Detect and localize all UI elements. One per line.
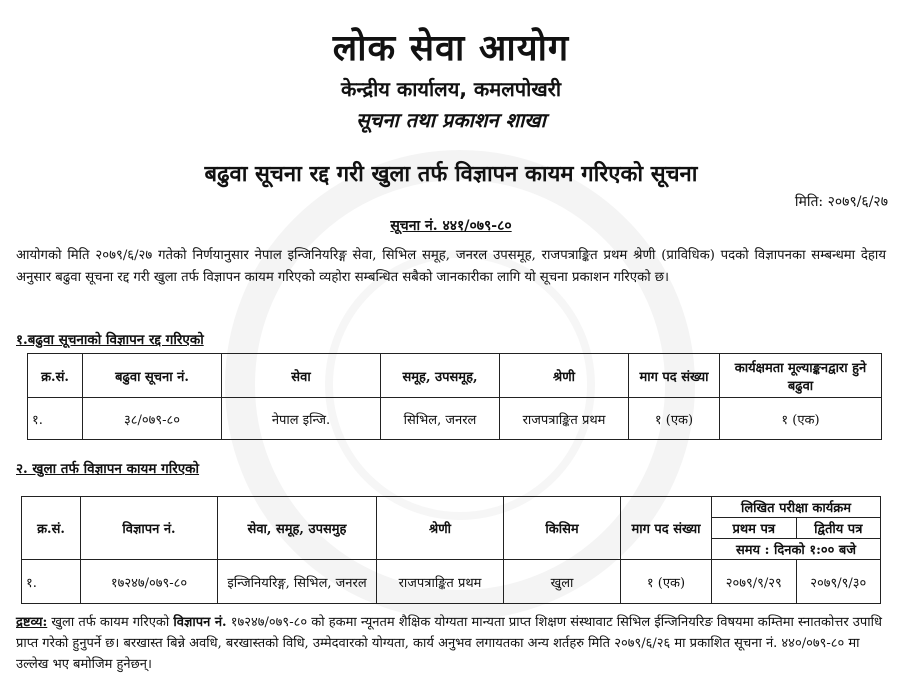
office-name: केन्द्रीय कार्यालय, कमलपोखरी	[340, 77, 562, 101]
col-type: किसिम	[504, 497, 621, 560]
notice-date: मिति: २०७९/६/२७	[794, 194, 888, 210]
notice-title: बढुवा सूचना रद्द गरी खुला तर्फ विज्ञापन कायम गरिएको सूचना	[204, 162, 698, 187]
cell-paper2: २०७९/९/३०	[796, 560, 881, 604]
cell-class: राजपत्राङ्कित प्रथम	[377, 560, 504, 604]
cell-posts: १ (एक)	[621, 560, 712, 604]
org-title: लोक सेवा आयोग	[332, 28, 570, 69]
cell-notice: ३८/०७९-८०	[83, 398, 222, 440]
col-service: सेवा	[222, 354, 381, 398]
note-pre: खुला तर्फ कायम गरिएको	[51, 615, 170, 630]
notice-number: सूचना नं. ४४१/०७९-८०	[390, 218, 512, 234]
col-service: सेवा, समूह, उपसमुह	[218, 497, 377, 560]
cell-paper1: २०७९/९/२९	[712, 560, 797, 604]
col-evaluation: कार्यक्षमता मूल्याङ्कनद्वारा हुने बढुवा	[720, 354, 882, 398]
note-ref: विज्ञापन नं.	[173, 615, 227, 630]
note-paragraph	[16, 612, 886, 675]
exam-time: समय : दिनको १:०० बजे	[712, 539, 881, 560]
section2-heading: २. खुला तर्फ विज्ञापन कायम गरिएको	[16, 461, 200, 477]
promotion-cancel-table	[27, 353, 882, 440]
cell-class: राजपत्राङ्कित प्रथम	[500, 398, 629, 440]
col-advert: विज्ञापन नं.	[81, 497, 218, 560]
cell-group: सिभिल, जनरल	[381, 398, 500, 440]
col-class: श्रेणी	[500, 354, 629, 398]
cell-service: नेपाल इन्जि.	[222, 398, 381, 440]
table-header-row	[22, 497, 881, 518]
col-sn: क्र.सं.	[28, 354, 83, 398]
cell-type: खुला	[504, 560, 621, 604]
col-paper1: प्रथम पत्र	[712, 518, 797, 539]
table-row	[28, 398, 882, 440]
cell-service: इन्जिनियरिङ्ग, सिभिल, जनरल	[218, 560, 377, 604]
col-class: श्रेणी	[377, 497, 504, 560]
note-label: द्रष्टव्य:	[16, 615, 48, 630]
open-advert-table	[21, 496, 881, 604]
col-group: समूह, उपसमूह,	[381, 354, 500, 398]
note-text: १७२४७/०७९-८० को हकमा न्यूनतम शैक्षिक योग्यता मान्यता प्राप्त शिक्षण संस्थावाट सिभिल ईन्जिनियरिङ विषयमा कम्तिमा स्नातकोत्तर उपाधि प्राप्त गरेको हुनुपर्ने छ। बरखास्त बिन्ने अवधि, बरखास्तको विधि, उम्मेदवारको योग्यता, कार्य अनुभव लगायतका अन्य शर्तहरु मिति २०७९/६/२६ मा प्रकाशित सूचना नं. ४४०/०७९-८० मा उल्लेख भए बमोजिम हुनेछन्।	[16, 615, 883, 672]
col-exam: लिखित परीक्षा कार्यक्रम	[712, 497, 881, 518]
cell-evaluation: १ (एक)	[720, 398, 882, 440]
table-header-row	[28, 354, 882, 398]
branch-name: सूचना तथा प्रकाशन शाखा	[356, 108, 546, 132]
cell-advert: १७२४७/०७९-८०	[81, 560, 218, 604]
section1-heading: १.बढुवा सूचनाको विज्ञापन रद्द गरिएको	[16, 332, 204, 348]
col-sn: क्र.सं.	[22, 497, 81, 560]
cell-posts: १ (एक)	[629, 398, 720, 440]
cell-sn: १.	[22, 560, 81, 604]
col-posts: माग पद संख्या	[629, 354, 720, 398]
cell-sn: १.	[28, 398, 83, 440]
col-notice: बढुवा सूचना नं.	[83, 354, 222, 398]
col-posts: माग पद संख्या	[621, 497, 712, 560]
intro-paragraph: आयोगको मिति २०७९/६/२७ गतेको निर्णयानुसार नेपाल इन्जिनियरिङ्ग सेवा, सिभिल समूह, जनरल उपसमूह, राजपत्राङ्कित प्रथम श्रेणी (प्राविधिक) पदको विज्ञापनका सम्बन्धमा देहाय अनुसार बढुवा सूचना रद्द गरी खुला तर्फ विज्ञापन कायम गरिएको व्यहोरा सम्बन्धित सबैको जानकारीका लागि यो सूचना प्रकाशन गरिएको छ।	[16, 248, 886, 285]
table-row	[22, 560, 881, 604]
col-paper2: द्वितीय पत्र	[796, 518, 881, 539]
